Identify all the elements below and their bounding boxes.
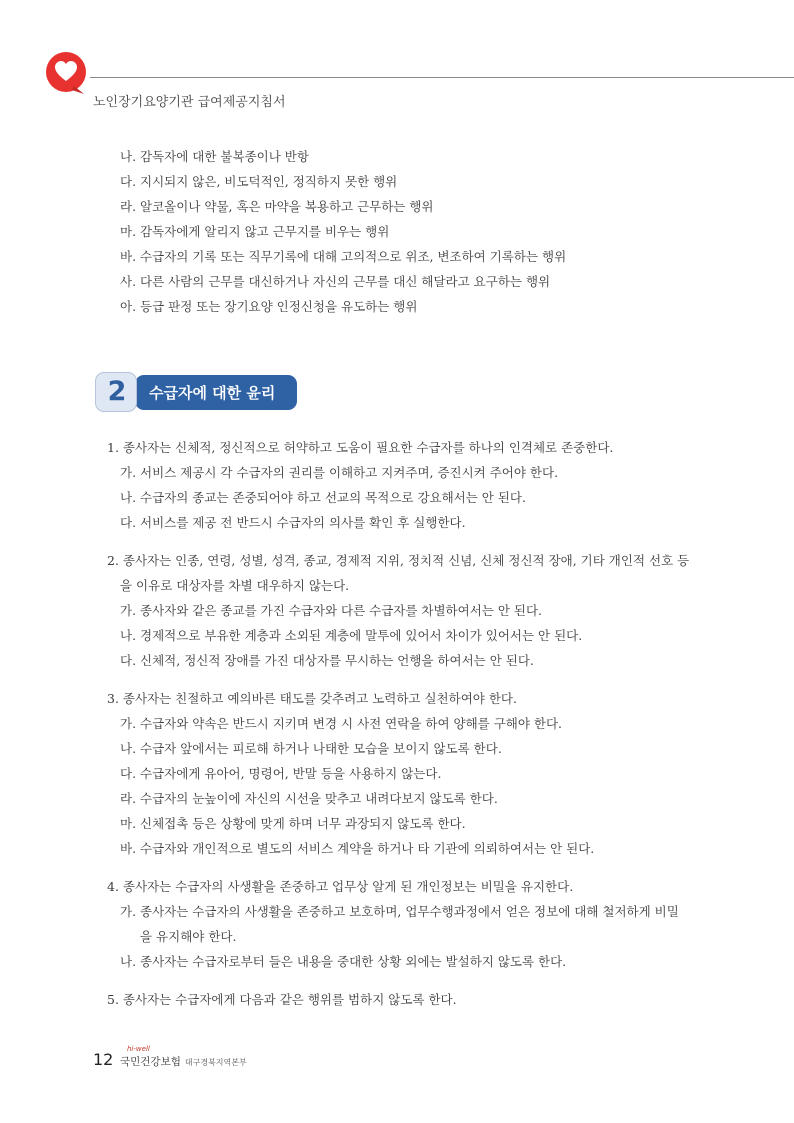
list-item: 나. 수급자의 종교는 존중되어야 하고 선교의 목적으로 강요해서는 안 된다. xyxy=(120,490,526,505)
list-item: 다. 신체적, 정신적 장애를 가진 대상자를 무시하는 언행을 하여서는 안 된다. xyxy=(120,653,534,668)
header-rule xyxy=(90,77,794,78)
list-item: 가. 서비스 제공시 각 수급자의 권리를 이해하고 지켜주며, 증진시켜 주어야 한다. xyxy=(120,465,559,480)
section-heading xyxy=(95,372,305,414)
footer-branch: 대구경북지역본부 xyxy=(184,1058,247,1067)
footer-brand-name: 국민건강보험 xyxy=(120,1056,181,1068)
list-item: 나. 수급자 앞에서는 피로해 하거나 나태한 모습을 보이지 않도록 한다. xyxy=(120,741,502,756)
list-item: 나. 종사자는 수급자로부터 들은 내용을 중대한 상황 외에는 발설하지 않도록 한다. xyxy=(120,954,567,969)
page-number: 12 xyxy=(93,1050,114,1069)
list-item: 3. 종사자는 친절하고 예의바른 태도를 갖추려고 노력하고 실천하여야 한다. xyxy=(107,691,517,706)
list-item: 바. 수급자와 개인적으로 별도의 서비스 계약을 하거나 타 기관에 의뢰하여서는 안 된다. xyxy=(120,841,595,856)
footer-brand xyxy=(120,1054,247,1069)
list-item: 1. 종사자는 신체적, 정신적으로 허약하고 도움이 필요한 수급자를 하나의 인격체로 존중한다. xyxy=(107,440,614,455)
list-item: 나. 경제적으로 부유한 계층과 소외된 계층에 말투에 있어서 차이가 있어서는 안 된다. xyxy=(120,628,583,643)
list-item: 을 이유로 대상자를 차별 대우하지 않는다. xyxy=(120,578,350,593)
list-item: 다. 지시되지 않은, 비도덕적인, 정직하지 못한 행위 xyxy=(120,174,398,189)
list-item: 가. 종사자는 수급자의 사생활을 존중하고 보호하며, 업무수행과정에서 얻은 정보에 대해 철저하게 비밀 xyxy=(120,904,679,919)
section-title: 수급자에 대한 윤리 xyxy=(149,384,276,402)
header-title: 노인장기요양기관 급여제공지침서 xyxy=(93,95,286,110)
list-item: 가. 수급자와 약속은 반드시 지키며 변경 시 사전 연락을 하여 양해를 구해야 한다. xyxy=(120,716,563,731)
list-item: 2. 종사자는 인종, 연령, 성별, 성격, 종교, 경제적 지위, 정치적 신념, 신체 정신적 장애, 기타 개인적 선호 등 xyxy=(107,553,690,568)
footer-brand-mark: hi-well xyxy=(127,1045,150,1053)
list-item: 다. 수급자에게 유아어, 명령어, 반말 등을 사용하지 않는다. xyxy=(120,766,442,781)
list-item: 5. 종사자는 수급자에게 다음과 같은 행위를 범하지 않도록 한다. xyxy=(107,992,457,1007)
heart-logo-icon xyxy=(44,50,90,96)
section-title-box xyxy=(135,375,297,410)
list-item: 나. 감독자에 대한 불복종이나 반항 xyxy=(120,149,309,164)
list-item: 마. 신체접촉 등은 상황에 맞게 하며 너무 과장되지 않도록 한다. xyxy=(120,816,466,831)
section-number: 2 xyxy=(107,376,127,407)
list-item: 마. 감독자에게 알리지 않고 근무지를 비우는 행위 xyxy=(120,224,390,239)
list-item: 아. 등급 판정 또는 장기요양 인정신청을 유도하는 행위 xyxy=(120,299,418,314)
list-item: 다. 서비스를 제공 전 반드시 수급자의 의사를 확인 후 실행한다. xyxy=(120,515,466,530)
list-item: 사. 다른 사람의 근무를 대신하거나 자신의 근무를 대신 해달라고 요구하는 행위 xyxy=(120,274,551,289)
list-item: 4. 종사자는 수급자의 사생활을 존중하고 업무상 알게 된 개인정보는 비밀을 유지한다. xyxy=(107,879,574,894)
list-item: 바. 수급자의 기록 또는 직무기록에 대해 고의적으로 위조, 변조하여 기록하는 행위 xyxy=(120,249,567,264)
section-number-box xyxy=(95,372,137,412)
list-item: 라. 알코올이나 약물, 혹은 마약을 복용하고 근무하는 행위 xyxy=(120,199,434,214)
list-item: 가. 종사자와 같은 종교를 가진 수급자와 다른 수급자를 차별하여서는 안 된다. xyxy=(120,603,543,618)
list-item: 라. 수급자의 눈높이에 자신의 시선을 맞추고 내려다보지 않도록 한다. xyxy=(120,791,498,806)
list-item: 을 유지해야 한다. xyxy=(140,929,237,944)
